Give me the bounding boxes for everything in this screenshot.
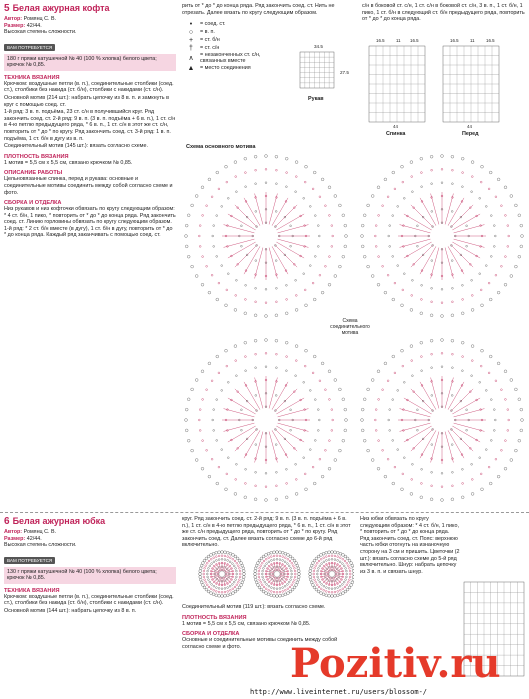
bottom-title xyxy=(4,516,176,527)
crochet-motif xyxy=(361,339,524,502)
front-dim-left: 16.5 xyxy=(450,38,459,43)
legend-symbol: • xyxy=(189,20,193,28)
bottom-assembly: Основные и соединительные мотивы соединить между собой согласно схеме и фото. xyxy=(182,637,338,650)
legend-label: = ст. с/н xyxy=(200,45,220,52)
top-right-text: с/н в боковой ст. с/н, 1 ст. с/н в боковой ст. с/н, 3 в. п., 1 ст. б/н, 1 пико, 1 ст. б/н в следующий ст. б/н предыдущего ряда, повторить от * до * до конца ряда. xyxy=(362,3,525,23)
bottom-right-text: Низ юбки обвязать по кругу следующим образом: * 4 ст. б/н, 1 пико, * повторить от * до * до конца ряда. Ряд закончить соед. ст. Пояс: верхнюю часть юбки отогнуть на изнаночную сторону на 3 см и пришить. Цветочки (2 шт.): вязать согласно схеме до 5-й ряд включительно. Шнур: набрать цепочку из 3 в. п. и связать шнур. xyxy=(360,516,460,575)
crochet-motif xyxy=(199,551,246,598)
legend-row xyxy=(182,28,354,36)
legend-label: = ст. б/н xyxy=(200,37,220,44)
bottom-col2-text: круг. Ряд закончить соед. ст. 2-й ряд: 9 в. п. (3 в. п. подъёма + 6 в. п.), 1 ст. с/н в 4-ю петлю предыдущего ряда, * 6 в. п., 1 ст. с/н в этот же ст. с/н предыдущего ряда, повторить от * до * по кругу. Ряд закончить соед. ст. Далее вязать согласно схеме до 6-й ряд включительно. xyxy=(182,516,351,549)
bottom-author-label: Автор: xyxy=(4,529,23,535)
bottom-number: 6 xyxy=(4,516,10,527)
bottom-assembly-heading: СБОРКА И ОТДЕЛКА xyxy=(182,631,240,638)
bottom-technique: Крючком: воздушные петли (в. п.), соединительные столбики (соед. ст.), столбики без накида (ст. б/н), столбики с накидами (ст. с/н). xyxy=(4,593,174,607)
bottom-need-tag: ВАМ ПОТРЕБУЕТСЯ xyxy=(4,557,55,564)
bottom-size: 42/44. xyxy=(26,535,42,542)
top-size-label: Размер: xyxy=(4,22,26,29)
top-author: Ромянц С. В. xyxy=(23,16,57,22)
sleeve-diagram xyxy=(298,48,338,98)
bottom-motif: Основной мотив (144 шт.): набрать цепочку из 8 в. п. xyxy=(4,607,137,614)
back-label: Спинка xyxy=(386,131,406,137)
top-row1: 1-й ряд: 3 в. п. подъёма, 23 ст. с/н в получившийся круг. Ряд закончить соед. ст. 2-й ряд: 9 в. п. (3 в. п. подъёма + 6 в. п.), 1 ст. с/н в 4-ю петлю предыдущего ряда, * 6 в. п., 1 ст. с/н в этот же ст. с/н, повторить от * до * по кругу. Ряд закончить соед. ст. 3-й ряд: 1 в. п. подъёма, 1 ст. б/н в дугу из в. п. xyxy=(4,109,176,142)
front-diagram xyxy=(440,38,502,128)
sleeve-height: 27.5 xyxy=(340,70,349,75)
top-work-heading: ОПИСАНИЕ РАБОТЫ xyxy=(4,170,63,177)
legend-label: = незаконченных ст. с/н, связанных вместе xyxy=(200,52,261,65)
top-left-column xyxy=(4,3,176,239)
bottom-difficulty: Высокая степень сложности. xyxy=(4,542,77,549)
watermark: Pozitiv.ru xyxy=(290,640,501,687)
bottom-left-column xyxy=(4,516,176,616)
bottom-hook: крючок № 0,85. xyxy=(7,575,46,582)
top-need-tag: ВАМ ПОТРЕБУЕТСЯ xyxy=(4,44,55,51)
top-work: Цельновязанные спинка, перед и рукава: основные и соединительные мотивы соединить между собой согласно схеме и фото. xyxy=(4,176,173,196)
legend-symbol: ∧ xyxy=(188,55,194,63)
top-title xyxy=(4,3,176,14)
bottom-title-b: юбка xyxy=(82,516,106,526)
legend-label: = соед. ст. xyxy=(200,21,226,28)
legend-symbol: † xyxy=(189,44,193,52)
top-number: 5 xyxy=(4,3,10,14)
legend-row xyxy=(182,36,354,44)
back-dim-mid: 11 xyxy=(396,38,401,43)
bottom-col2b-text: Соединительный мотив (119 шт.): вязать согласно схеме. xyxy=(182,603,326,610)
back-diagram xyxy=(366,38,428,128)
top-difficulty: Высокая степень сложности. xyxy=(4,29,77,36)
top-motif: Основной мотив (214 шт.): набрать цепочку из 8 в. п. и замкнуть в круг с помощью соед. ст. xyxy=(4,94,169,108)
legend-label: = место соединения xyxy=(200,65,251,72)
bottom-density-heading: ПЛОТНОСТЬ ВЯЗАНИЯ xyxy=(182,614,247,621)
top-density-heading: ПЛОТНОСТЬ ВЯЗАНИЯ xyxy=(4,153,69,160)
bottom-meta xyxy=(4,529,176,549)
legend-symbol: ▲ xyxy=(187,64,195,72)
top-meta xyxy=(4,16,176,36)
top-assembly-heading: СБОРКА И ОТДЕЛКА xyxy=(4,200,62,207)
top-col2-text: рить от * до * до конца ряда. Ряд закончить соед. ст. Нить не отрезать. Далее вязать по кругу следующим образом. xyxy=(182,3,335,16)
bottom-materials: 130 г пряжи катушечной № 40 (100 % хлопка) белого цвета; xyxy=(7,568,157,575)
bottom-title-a: Белая ажурная xyxy=(12,516,80,526)
crochet-motif xyxy=(309,551,354,598)
section-divider xyxy=(0,512,529,513)
legend-row xyxy=(182,20,354,28)
legend-symbol: + xyxy=(188,36,194,44)
top-technique-heading: ТЕХНИКА ВЯЗАНИЯ xyxy=(4,74,60,81)
back-dim-right: 16.5 xyxy=(410,38,419,43)
bottom-materials-box xyxy=(4,567,176,584)
back-dim-left: 16.5 xyxy=(376,38,385,43)
top-author-label: Автор: xyxy=(4,16,23,22)
source-url[interactable]: http://www.liveinternet.ru/users/blossom-/ xyxy=(250,688,428,696)
crochet-motif xyxy=(254,551,301,598)
sleeve-width: 34.5 xyxy=(314,44,323,49)
back-bottom-dim: 44 xyxy=(393,124,398,129)
top-size: 42/44. xyxy=(26,22,42,29)
bottom-author: Ромянц С. В. xyxy=(23,529,57,535)
top-row-end: Соединительный мотив (145 шт.): вязать согласно схеме. xyxy=(4,143,148,150)
scheme-title: Схема основного мотива xyxy=(186,144,256,150)
bottom-density: 1 мотив = 5,5 см x 5,5 см, связано крючком № 0,85. xyxy=(182,620,311,627)
top-density: 1 мотив = 5,5 см x 5,5 см, связано крючком № 0,85. xyxy=(4,159,133,166)
top-materials-box xyxy=(4,54,176,71)
front-bottom-dim: 44 xyxy=(467,124,472,129)
bottom-mini-motif xyxy=(182,549,354,599)
top-technique: Крючком: воздушные петли (в. п.), соединительные столбики (соед. ст.), столбики без накида (ст. б/н), столбики с накидами (ст. с/н). xyxy=(4,80,174,94)
top-materials: 180 г пряжи катушечной № 40 (100 % хлопка) белого цвета; xyxy=(7,55,157,62)
bottom-technique-heading: ТЕХНИКА ВЯЗАНИЯ xyxy=(4,587,60,594)
top-title-a: Белая ажурная xyxy=(12,3,80,13)
legend-symbol: ○ xyxy=(188,28,194,36)
bottom-size-label: Размер: xyxy=(4,535,26,542)
top-title-b: кофта xyxy=(82,3,110,13)
top-hook: крючок № 0,85. xyxy=(7,62,46,69)
bottom-mid-column xyxy=(182,516,354,650)
front-dim-mid: 11 xyxy=(470,38,475,43)
crochet-motif xyxy=(185,155,348,318)
crochet-motif xyxy=(185,339,348,502)
crochet-motif xyxy=(361,155,524,318)
legend-label: = в. п. xyxy=(200,29,215,36)
top-assembly: Низ рукавов и низ кофточки обвязать по кругу следующим образом: * 4 ст. б/н, 1 пико, * повторить от * до * до конца ряда. Ряд закончить соед. ст. Линию горловины обвязать по кругу следующим образом. 1-й ряд: * 2 ст. б/н вместе (в дугу), 1 ст. б/н в дугу, повторить от * до * до конца ряда. Каждый ряд заканчивать с помощью соед. ст. xyxy=(4,206,176,239)
sleeve-label: Рукав xyxy=(308,96,324,102)
front-dim-right: 16.5 xyxy=(486,38,495,43)
front-label: Перед xyxy=(462,131,479,137)
scheme-center-label: Схема соединительного мотива xyxy=(330,318,370,336)
